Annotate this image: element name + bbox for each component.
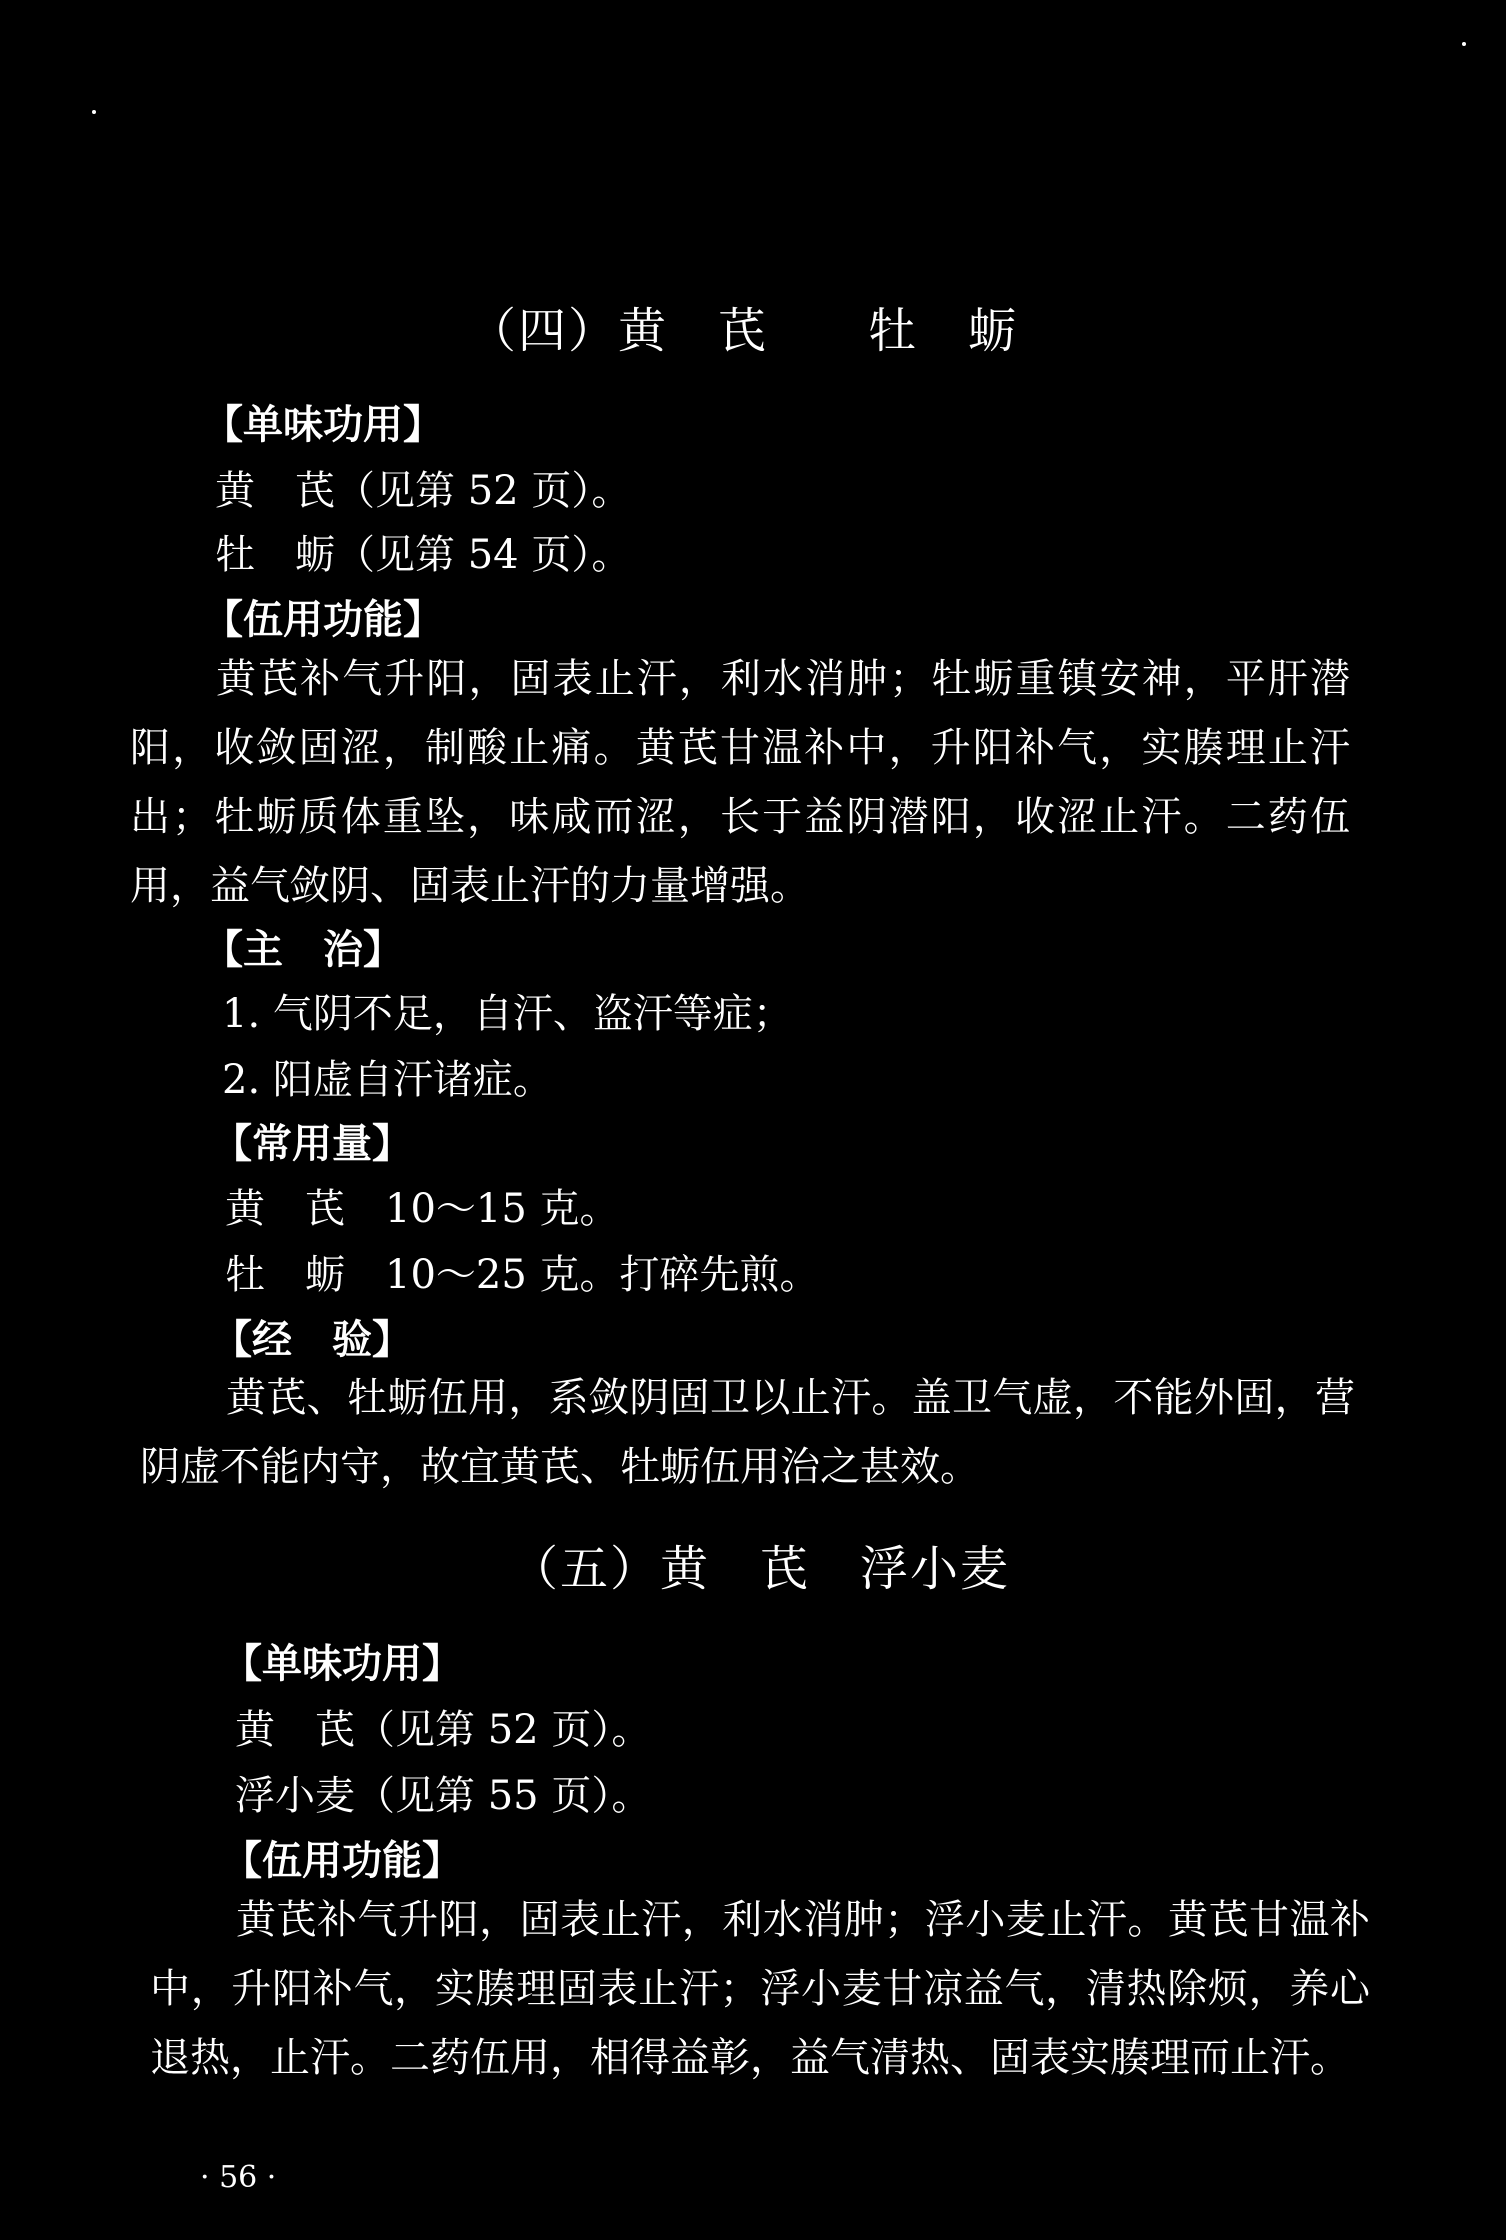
section-5-combination-paragraph: 黄芪补气升阳，固表止汗，利水消肿；浮小麦止汗。黄芪甘温补中，升阳补气，实腠理固表止汗；浮小麦甘凉益气，清热除烦，养心退热，止汗。二药伍用，相得益彰，益气清热、固表实腠理而止汗。: [150, 1897, 1370, 2081]
section-4-indication-line-2: 2. 阳虚自汗诸症。: [222, 1057, 553, 1103]
section-4-title: （四）黄 芪 牡 蛎: [468, 303, 1019, 359]
page-number: · 56 ·: [200, 2160, 277, 2195]
section-4-single-function-heading: 【单味功用】: [203, 402, 443, 448]
section-5-title: （五）黄 芪 浮小麦: [510, 1541, 1011, 1597]
section-5-single-function-heading: 【单味功用】: [222, 1641, 462, 1687]
section-4-indication-line-1: 1. 气阴不足，自汗、盗汗等症；: [222, 991, 793, 1037]
section-4-combination-paragraph: 黄芪补气升阳，固表止汗，利水消肿；牡蛎重镇安神，平肝潜阳，收敛固涩，制酸止痛。黄芪甘温补中，升阳补气，实腠理止汗出；牡蛎质体重坠，味咸而涩，长于益阴潜阳，收涩止汗。二药伍用，益气敛阴、固表止汗的力量增强。: [130, 656, 1350, 909]
scan-speck: [1462, 42, 1466, 46]
section-4-single-line-2: 牡 蛎（见第 54 页）。: [215, 532, 632, 578]
section-4-combination-heading: 【伍用功能】: [203, 597, 443, 643]
section-5-single-line-2: 浮小麦（见第 55 页）。: [235, 1773, 652, 1819]
section-5-combination-heading: 【伍用功能】: [222, 1838, 462, 1884]
section-4-experience-paragraph: 黄芪、牡蛎伍用，系敛阴固卫以止汗。盖卫气虚，不能外固，营阴虚不能内守，故宜黄芪、牡蛎伍用治之甚效。: [140, 1375, 1355, 1490]
section-4-dosage-line-1: 黄 芪 10～15 克。: [225, 1186, 620, 1232]
scan-speck: [92, 110, 96, 114]
section-4-indication-heading: 【主 治】: [203, 927, 403, 973]
section-4-dosage-line-2: 牡 蛎 10～25 克。打碎先煎。: [225, 1252, 820, 1298]
section-4-single-line-1: 黄 芪（见第 52 页）。: [215, 468, 632, 514]
section-5-single-line-1: 黄 芪（见第 52 页）。: [235, 1707, 652, 1753]
section-4-experience-heading: 【经 验】: [212, 1317, 412, 1363]
section-4-dosage-heading: 【常用量】: [212, 1121, 412, 1167]
